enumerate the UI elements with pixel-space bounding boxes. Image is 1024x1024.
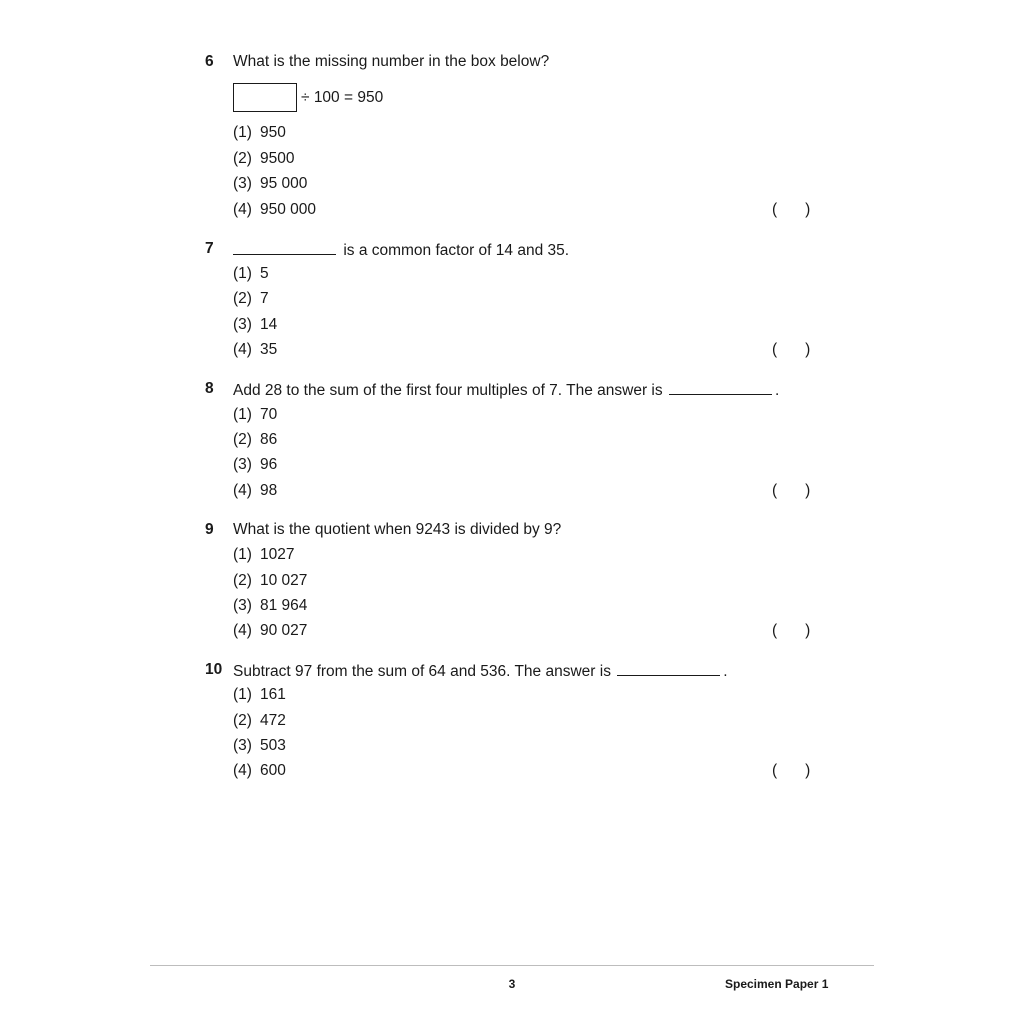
bracket-open: (: [772, 341, 778, 358]
paper-title: Specimen Paper 1: [725, 977, 829, 991]
option-2[interactable]: [233, 290, 269, 308]
option-value: 86: [260, 431, 278, 448]
bracket-open: (: [772, 201, 778, 218]
option-value: 950: [260, 124, 286, 141]
question-number: 10: [205, 661, 223, 678]
question-text-before-blank: Add 28 to the sum of the first four multiples of 7. The answer is: [233, 382, 663, 399]
option-label: (2): [233, 290, 252, 307]
option-label: (4): [233, 482, 252, 499]
option-label: (2): [233, 712, 252, 729]
option-label: (3): [233, 456, 252, 473]
bracket-close: ): [805, 622, 811, 639]
question-text: [233, 240, 569, 260]
option-4[interactable]: [233, 201, 316, 219]
missing-number-box[interactable]: [233, 83, 297, 112]
question-text: [233, 661, 728, 681]
option-3[interactable]: [233, 456, 277, 474]
page-number: 3: [508, 977, 516, 991]
option-value: 9500: [260, 150, 295, 167]
option-value: 7: [260, 290, 269, 307]
option-3[interactable]: [233, 597, 307, 615]
question-number: 8: [205, 380, 214, 397]
question-number: 9: [205, 521, 214, 538]
option-4[interactable]: [233, 482, 277, 500]
option-value: 81 964: [260, 597, 308, 614]
option-value: 5: [260, 265, 269, 282]
answer-bracket[interactable]: [772, 341, 810, 359]
equation-text: ÷ 100 = 950: [301, 89, 384, 106]
option-value: 600: [260, 762, 286, 779]
question-text: What is the quotient when 9243 is divided by 9?: [233, 521, 562, 538]
option-2[interactable]: [233, 431, 277, 449]
answer-bracket[interactable]: [772, 622, 810, 640]
option-label: (3): [233, 175, 252, 192]
option-3[interactable]: [233, 316, 277, 334]
answer-bracket[interactable]: [772, 482, 810, 500]
bracket-open: (: [772, 482, 778, 499]
question-text-before-blank: Subtract 97 from the sum of 64 and 536. The answer is: [233, 663, 611, 680]
option-label: (3): [233, 737, 252, 754]
question-text: What is the missing number in the box below?: [233, 53, 550, 70]
option-value: 98: [260, 482, 278, 499]
option-value: 90 027: [260, 622, 308, 639]
bracket-open: (: [772, 622, 778, 639]
option-label: (3): [233, 597, 252, 614]
option-value: 14: [260, 316, 278, 333]
question-text-after-blank: .: [723, 663, 728, 680]
option-label: (1): [233, 265, 252, 282]
option-label: (4): [233, 622, 252, 639]
option-value: 472: [260, 712, 286, 729]
option-label: (2): [233, 431, 252, 448]
option-value: 950 000: [260, 201, 317, 218]
question-text-after-blank: is a common factor of 14 and 35.: [343, 242, 570, 259]
option-4[interactable]: [233, 622, 307, 640]
option-value: 96: [260, 456, 278, 473]
question-text-after-blank: .: [774, 382, 780, 399]
option-value: 10 027: [260, 572, 308, 589]
option-label: (2): [233, 150, 252, 167]
option-value: 70: [260, 406, 278, 423]
option-label: (1): [233, 406, 252, 423]
answer-bracket[interactable]: [772, 201, 810, 219]
bracket-close: ): [805, 482, 811, 499]
bracket-close: ): [805, 341, 811, 358]
bracket-open: (: [772, 762, 778, 779]
bracket-close: ): [805, 201, 811, 218]
question-number: 6: [205, 53, 214, 70]
option-label: (3): [233, 316, 252, 333]
option-2[interactable]: [233, 572, 307, 590]
option-label: (4): [233, 762, 252, 779]
option-value: 1027: [260, 546, 295, 563]
option-value: 161: [260, 686, 286, 703]
option-value: 35: [260, 341, 278, 358]
option-label: (1): [233, 686, 252, 703]
option-label: (1): [233, 546, 252, 563]
option-3[interactable]: [233, 737, 286, 755]
bracket-close: ): [805, 762, 811, 779]
option-value: 95 000: [260, 175, 308, 192]
answer-blank[interactable]: [669, 380, 772, 395]
footer-divider: [150, 965, 874, 966]
answer-blank[interactable]: [233, 240, 336, 255]
option-1[interactable]: [233, 686, 286, 704]
answer-blank[interactable]: [617, 661, 720, 676]
option-2[interactable]: [233, 712, 286, 730]
question-number: 7: [205, 240, 214, 257]
option-1[interactable]: [233, 406, 277, 424]
option-label: (4): [233, 341, 252, 358]
option-1[interactable]: [233, 265, 269, 283]
option-label: (1): [233, 124, 252, 141]
option-3[interactable]: [233, 175, 307, 193]
question-text: [233, 380, 779, 400]
option-label: (4): [233, 201, 252, 218]
answer-bracket[interactable]: [772, 762, 810, 780]
option-1[interactable]: [233, 546, 294, 564]
option-4[interactable]: [233, 762, 286, 780]
option-2[interactable]: [233, 150, 294, 168]
option-1[interactable]: [233, 124, 286, 142]
option-label: (2): [233, 572, 252, 589]
option-value: 503: [260, 737, 286, 754]
option-4[interactable]: [233, 341, 277, 359]
